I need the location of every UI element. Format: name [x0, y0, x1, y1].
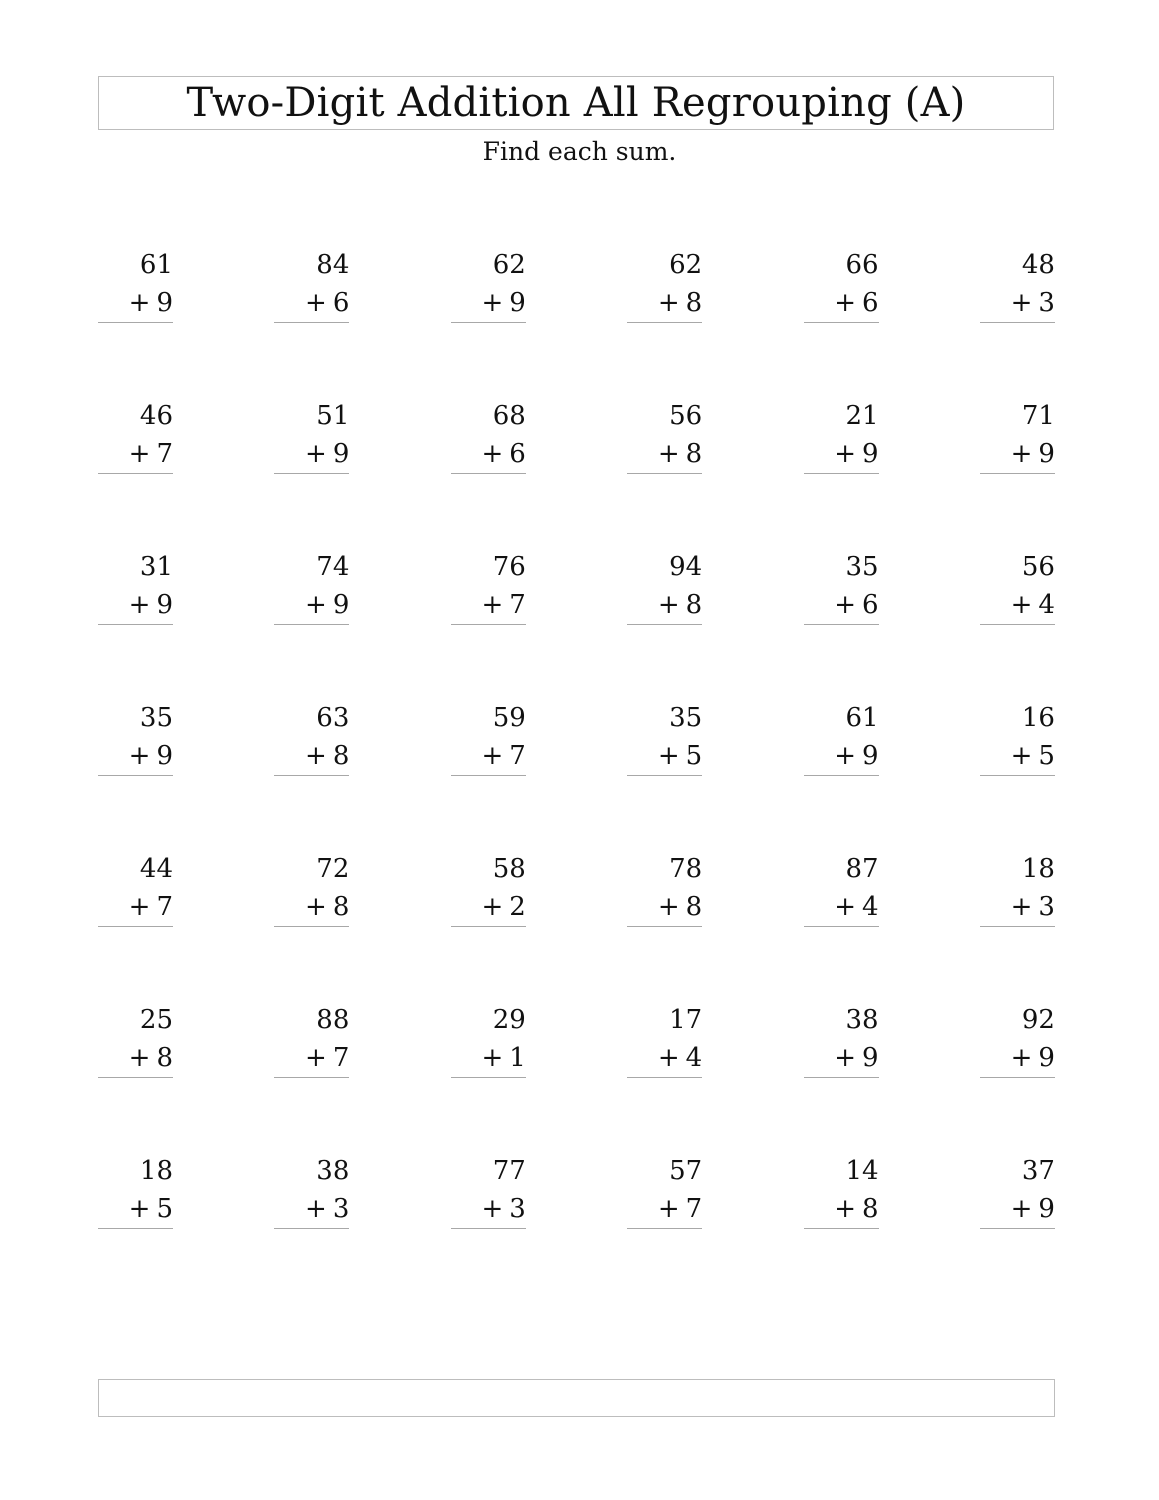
- plus-sign: +: [481, 590, 504, 620]
- addend-top: 57: [669, 1156, 703, 1186]
- plus-sign: +: [481, 439, 504, 469]
- addend-bottom-line: [451, 284, 526, 323]
- addend-bottom-line: [627, 1190, 702, 1229]
- addend-top: 46: [139, 401, 173, 431]
- addend-bottom-line: [627, 284, 702, 323]
- addition-problem: [274, 850, 349, 1001]
- addend-bottom-line: [451, 586, 526, 625]
- addition-problem: [627, 246, 702, 397]
- addend-top: 58: [492, 854, 526, 884]
- addend-bottom: 8: [685, 288, 703, 318]
- addition-problem: [98, 850, 173, 1001]
- addend-bottom: 4: [862, 892, 879, 922]
- addition-problem: [451, 1152, 526, 1303]
- title-box: [98, 76, 1054, 130]
- addition-problem: [627, 397, 702, 548]
- addend-top: 35: [139, 703, 173, 733]
- addend-bottom-line: [98, 435, 173, 474]
- addend-bottom: 9: [332, 439, 350, 469]
- addend-top: 61: [139, 250, 173, 280]
- addition-problem: [451, 699, 526, 850]
- plus-sign: +: [657, 590, 680, 620]
- addition-problem: [627, 548, 702, 699]
- addend-bottom-line: [274, 737, 349, 776]
- addend-bottom: 6: [862, 590, 879, 620]
- addend-bottom: 8: [685, 439, 703, 469]
- plus-sign: +: [1010, 1194, 1033, 1224]
- plus-sign: +: [657, 288, 680, 318]
- addend-bottom: 3: [1038, 288, 1055, 318]
- addend-bottom: 8: [332, 892, 350, 922]
- plus-sign: +: [128, 288, 151, 318]
- plus-sign: +: [1010, 590, 1033, 620]
- addition-problem: [804, 548, 879, 699]
- addend-bottom-line: [627, 435, 702, 474]
- addend-bottom-line: [274, 1190, 349, 1229]
- addend-bottom: 8: [332, 741, 350, 771]
- plus-sign: +: [481, 741, 504, 771]
- addend-bottom: 5: [685, 741, 703, 771]
- addition-problem: [451, 548, 526, 699]
- addend-top: 56: [1021, 552, 1055, 582]
- addend-bottom-line: [98, 888, 173, 927]
- plus-sign: +: [305, 1043, 327, 1073]
- addend-top: 62: [492, 250, 526, 280]
- plus-sign: +: [481, 892, 504, 922]
- plus-sign: +: [1010, 1043, 1033, 1073]
- plus-sign: +: [834, 741, 857, 771]
- addend-bottom: 7: [156, 892, 173, 922]
- plus-sign: +: [834, 1043, 857, 1073]
- plus-sign: +: [305, 741, 327, 771]
- addend-bottom: 9: [1038, 1194, 1055, 1224]
- addend-top: 62: [669, 250, 703, 280]
- addend-bottom: 9: [156, 288, 173, 318]
- plus-sign: +: [657, 892, 680, 922]
- addend-top: 31: [139, 552, 173, 582]
- addition-problem: [980, 1001, 1055, 1152]
- addend-bottom-line: [804, 888, 879, 927]
- footer-box: [98, 1379, 1055, 1417]
- addend-bottom: 3: [1038, 892, 1055, 922]
- addend-bottom: 9: [156, 590, 173, 620]
- addend-bottom: 6: [509, 439, 526, 469]
- addend-top: 18: [1021, 854, 1055, 884]
- plus-sign: +: [657, 1043, 680, 1073]
- addend-bottom-line: [274, 586, 349, 625]
- plus-sign: +: [1010, 741, 1033, 771]
- addend-bottom-line: [98, 284, 173, 323]
- plus-sign: +: [128, 439, 151, 469]
- addend-bottom-line: [980, 435, 1055, 474]
- addend-bottom: 7: [156, 439, 173, 469]
- addend-bottom: 5: [1038, 741, 1055, 771]
- addend-bottom-line: [451, 1190, 526, 1229]
- plus-sign: +: [834, 590, 857, 620]
- addend-bottom-line: [274, 435, 349, 474]
- plus-sign: +: [1010, 439, 1033, 469]
- addend-bottom: 8: [156, 1043, 173, 1073]
- addend-top: 35: [845, 552, 879, 582]
- addition-problem: [980, 397, 1055, 548]
- addend-top: 25: [139, 1005, 173, 1035]
- addend-bottom-line: [980, 1190, 1055, 1229]
- addend-top: 18: [139, 1156, 173, 1186]
- addend-top: 56: [669, 401, 703, 431]
- worksheet-title: Two-Digit Addition All Regrouping (A): [186, 80, 966, 126]
- addition-problem: [98, 1001, 173, 1152]
- addend-bottom-line: [980, 888, 1055, 927]
- addition-problem: [451, 246, 526, 397]
- addend-top: 71: [1021, 401, 1055, 431]
- addend-top: 16: [1021, 703, 1055, 733]
- addend-top: 29: [492, 1005, 526, 1035]
- addend-bottom: 8: [685, 892, 703, 922]
- addend-bottom: 8: [685, 590, 703, 620]
- addend-bottom-line: [98, 1190, 173, 1229]
- addend-top: 68: [492, 401, 526, 431]
- addend-bottom: 7: [685, 1194, 703, 1224]
- addition-problem: [804, 246, 879, 397]
- addend-top: 14: [845, 1156, 879, 1186]
- addend-bottom-line: [804, 1190, 879, 1229]
- addition-problem: [804, 397, 879, 548]
- addend-bottom: 9: [509, 288, 526, 318]
- addend-bottom: 4: [1038, 590, 1055, 620]
- plus-sign: +: [305, 892, 327, 922]
- addend-top: 48: [1021, 250, 1055, 280]
- addend-bottom-line: [804, 737, 879, 776]
- addend-top: 66: [845, 250, 879, 280]
- addend-top: 38: [845, 1005, 879, 1035]
- addend-top: 44: [139, 854, 173, 884]
- addition-problem: [274, 397, 349, 548]
- addend-bottom-line: [980, 737, 1055, 776]
- addition-problem: [451, 850, 526, 1001]
- plus-sign: +: [305, 590, 327, 620]
- addition-problem: [627, 699, 702, 850]
- addition-problem: [274, 699, 349, 850]
- addend-bottom: 3: [332, 1194, 350, 1224]
- addend-bottom: 7: [509, 741, 526, 771]
- addend-bottom-line: [451, 435, 526, 474]
- addend-bottom: 2: [509, 892, 526, 922]
- addend-bottom-line: [627, 1039, 702, 1078]
- addition-problem: [627, 1001, 702, 1152]
- addend-bottom: 5: [156, 1194, 173, 1224]
- worksheet-instructions: Find each sum.: [482, 137, 677, 166]
- plus-sign: +: [834, 288, 857, 318]
- addend-bottom-line: [274, 888, 349, 927]
- addition-problem: [627, 850, 702, 1001]
- addend-bottom: 7: [509, 590, 526, 620]
- plus-sign: +: [481, 1194, 504, 1224]
- addend-bottom-line: [98, 737, 173, 776]
- plus-sign: +: [1010, 892, 1033, 922]
- addend-bottom: 9: [332, 590, 350, 620]
- addend-top: 94: [669, 552, 703, 582]
- plus-sign: +: [834, 439, 857, 469]
- addend-bottom-line: [627, 888, 702, 927]
- addend-top: 72: [316, 854, 350, 884]
- addend-bottom-line: [451, 888, 526, 927]
- plus-sign: +: [305, 288, 327, 318]
- plus-sign: +: [128, 590, 151, 620]
- addend-bottom-line: [451, 1039, 526, 1078]
- plus-sign: +: [305, 1194, 327, 1224]
- addend-top: 38: [316, 1156, 350, 1186]
- addend-top: 51: [316, 401, 350, 431]
- addition-problem: [98, 246, 173, 397]
- addend-bottom-line: [274, 284, 349, 323]
- addition-problem: [627, 1152, 702, 1303]
- addend-bottom: 8: [862, 1194, 879, 1224]
- addend-bottom-line: [98, 1039, 173, 1078]
- addend-bottom-line: [451, 737, 526, 776]
- addition-problem: [98, 1152, 173, 1303]
- plus-sign: +: [128, 1043, 151, 1073]
- addend-bottom-line: [804, 284, 879, 323]
- addend-bottom: 9: [862, 1043, 879, 1073]
- plus-sign: +: [128, 1194, 151, 1224]
- plus-sign: +: [834, 892, 857, 922]
- addend-top: 84: [316, 250, 350, 280]
- plus-sign: +: [128, 741, 151, 771]
- addend-top: 78: [669, 854, 703, 884]
- addend-top: 59: [492, 703, 526, 733]
- plus-sign: +: [834, 1194, 857, 1224]
- addition-problem: [274, 1001, 349, 1152]
- addition-problem: [98, 699, 173, 850]
- addend-top: 63: [316, 703, 350, 733]
- addend-bottom: 6: [332, 288, 350, 318]
- addend-bottom: 9: [1038, 1043, 1055, 1073]
- addend-bottom: 9: [1038, 439, 1055, 469]
- addition-problem: [274, 548, 349, 699]
- addition-problem: [451, 397, 526, 548]
- addend-bottom: 9: [862, 741, 879, 771]
- addend-bottom: 9: [862, 439, 879, 469]
- addition-problem: [980, 1152, 1055, 1303]
- addend-bottom: 7: [332, 1043, 350, 1073]
- addend-bottom: 4: [685, 1043, 703, 1073]
- addition-problem: [98, 397, 173, 548]
- plus-sign: +: [481, 1043, 504, 1073]
- addend-bottom: 6: [862, 288, 879, 318]
- addend-top: 21: [845, 401, 879, 431]
- addend-bottom-line: [980, 284, 1055, 323]
- addend-bottom-line: [980, 586, 1055, 625]
- plus-sign: +: [657, 1194, 680, 1224]
- addend-bottom: 9: [156, 741, 173, 771]
- addition-problem: [804, 1152, 879, 1303]
- addend-bottom-line: [980, 1039, 1055, 1078]
- plus-sign: +: [657, 439, 680, 469]
- plus-sign: +: [481, 288, 504, 318]
- addend-top: 74: [316, 552, 350, 582]
- addend-top: 37: [1021, 1156, 1055, 1186]
- plus-sign: +: [1010, 288, 1033, 318]
- plus-sign: +: [128, 892, 151, 922]
- addition-problem: [274, 1152, 349, 1303]
- addition-problem: [980, 548, 1055, 699]
- addend-bottom-line: [804, 435, 879, 474]
- addend-top: 17: [669, 1005, 703, 1035]
- addend-top: 77: [492, 1156, 526, 1186]
- addition-problem: [98, 548, 173, 699]
- addend-top: 35: [669, 703, 703, 733]
- addend-bottom-line: [98, 586, 173, 625]
- addend-bottom: 3: [509, 1194, 526, 1224]
- addend-bottom-line: [274, 1039, 349, 1078]
- addend-bottom-line: [804, 1039, 879, 1078]
- addend-bottom-line: [627, 586, 702, 625]
- addend-bottom-line: [804, 586, 879, 625]
- addend-top: 87: [845, 854, 879, 884]
- addend-bottom: 1: [509, 1043, 526, 1073]
- addition-problem: [804, 1001, 879, 1152]
- addend-top: 61: [845, 703, 879, 733]
- addend-bottom-line: [627, 737, 702, 776]
- addition-problem: [980, 246, 1055, 397]
- addition-problem: [274, 246, 349, 397]
- plus-sign: +: [657, 741, 680, 771]
- addend-top: 76: [492, 552, 526, 582]
- addition-problem: [980, 699, 1055, 850]
- problem-grid: [98, 246, 1055, 1303]
- addend-top: 88: [316, 1005, 350, 1035]
- addition-problem: [804, 699, 879, 850]
- addend-top: 92: [1021, 1005, 1055, 1035]
- addition-problem: [451, 1001, 526, 1152]
- addition-problem: [980, 850, 1055, 1001]
- plus-sign: +: [305, 439, 327, 469]
- addition-problem: [804, 850, 879, 1001]
